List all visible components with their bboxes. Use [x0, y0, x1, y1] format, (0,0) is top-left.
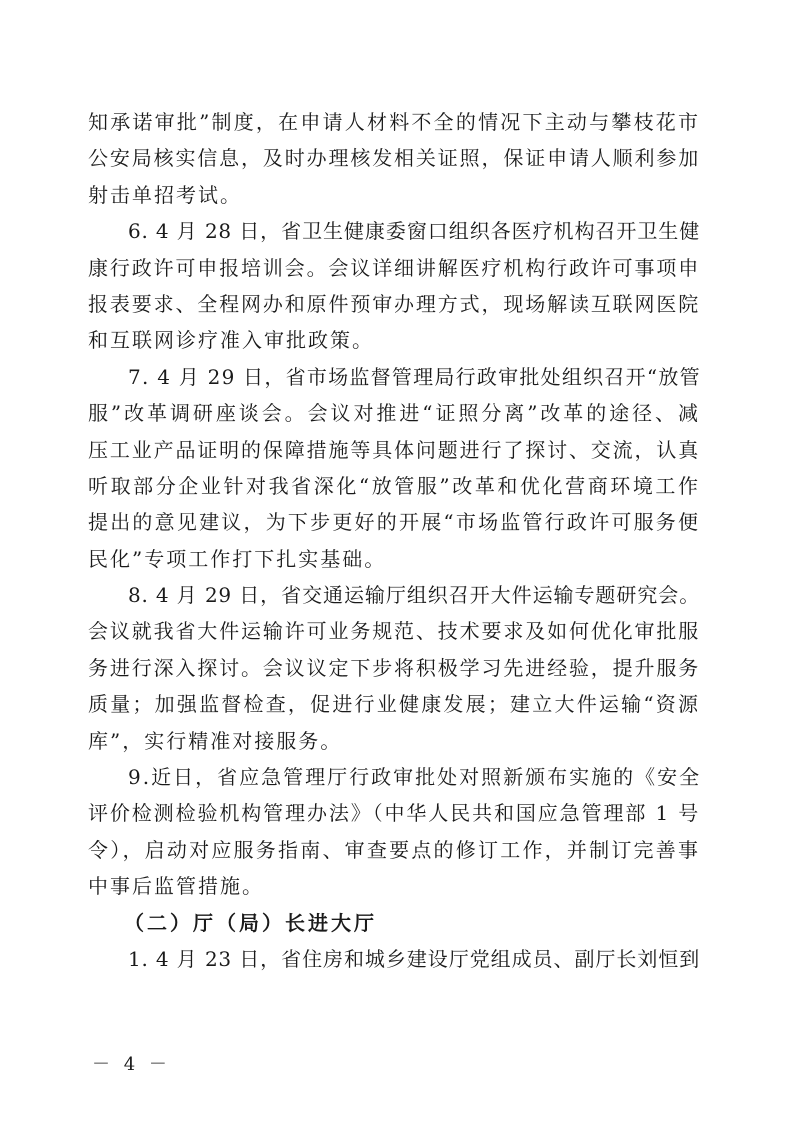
paragraph-6-start: 6. 4 月 28 日，省卫生健康委窗口组织各医疗机构召开卫生健: [128, 219, 700, 244]
text-line: 评价检测检验机构管理办法》（中华人民共和国应急管理部 1 号: [88, 801, 700, 826]
page-number: － 4 －: [92, 1054, 171, 1075]
text-line: 中事后监管措施。: [88, 874, 264, 899]
text-line: 质量；加强监督检查，促进行业健康发展；建立大件运输“资源: [88, 692, 700, 717]
text-line: 令），启动对应服务指南、审查要点的修订工作，并制订完善事: [88, 837, 700, 862]
text-line: 公安局核实信息，及时办理核发相关证照，保证申请人顺利参加: [88, 146, 700, 171]
text-line: 提出的意见建议，为下步更好的开展“市场监管行政许可服务便: [88, 510, 700, 535]
text-line: 报表要求、全程网办和原件预审办理方式，现场解读互联网医院: [88, 291, 700, 316]
paragraph-7-start: 7. 4 月 29 日，省市场监督管理局行政审批处组织召开“放管: [128, 364, 701, 389]
paragraph-1-start: 1. 4 月 23 日，省住房和城乡建设厅党组成员、副厅长刘恒到: [128, 946, 700, 971]
paragraph-9-start: 9.近日，省应急管理厅行政审批处对照新颁布实施的《安全: [128, 765, 702, 790]
text-line: 射击单招考试。: [88, 182, 242, 207]
text-line: 知承诺审批”制度，在申请人材料不全的情况下主动与攀枝花市: [88, 110, 700, 134]
text-line: 听取部分企业针对我省深化“放管服”改革和优化营商环境工作: [88, 473, 700, 498]
text-line: 康行政许可申报培训会。会议详细讲解医疗机构行政许可事项申: [88, 255, 700, 280]
text-line: 压工业产品证明的保障措施等具体问题进行了探讨、交流，认真: [88, 437, 700, 462]
text-line: 务进行深入探讨。会议议定下步将积极学习先进经验，提升服务: [88, 655, 700, 680]
paragraph-8-start: 8. 4 月 29 日，省交通运输厅组织召开大件运输专题研究会。: [128, 583, 700, 608]
text-line: 会议就我省大件运输许可业务规范、技术要求及如何优化审批服: [88, 619, 700, 644]
body-text: [88, 104, 700, 977]
text-line: 服”改革调研座谈会。会议对推进“证照分离”改革的途径、减: [88, 401, 700, 426]
text-line: 库”，实行精准对接服务。: [88, 728, 343, 753]
text-line: 民化”专项工作打下扎实基础。: [88, 546, 387, 571]
text-line: 和互联网诊疗准入审批政策。: [88, 328, 374, 353]
section-heading: （二）厅（局）长进大厅: [124, 910, 377, 935]
